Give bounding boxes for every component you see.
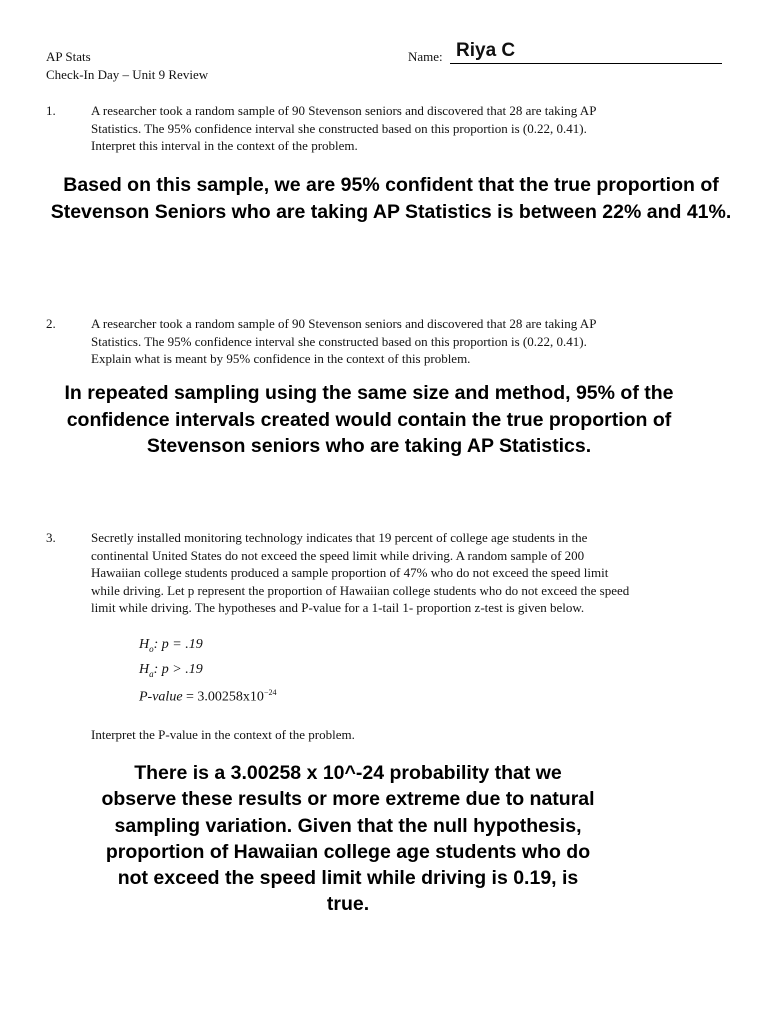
question-text [91, 529, 741, 617]
answer-line: true. [326, 893, 370, 916]
question-line: while driving. Let p represent the proportion of Hawaiian college students who do not exceed the speed [91, 582, 630, 598]
question-line: Statistics. The 95% confidence interval she constructed based on this proportion is (0.22, 0.41). [91, 120, 587, 136]
question-line: Statistics. The 95% confidence interval she constructed based on this proportion is (0.22, 0.41). [91, 333, 587, 349]
student-name: Riya C [456, 40, 516, 61]
answer-line: There is a 3.00258 x 10^-24 probability that we [134, 762, 562, 784]
name-underline [450, 63, 722, 64]
question-line: A researcher took a random sample of 90 Stevenson seniors and discovered that 28 are taking AP [91, 103, 597, 118]
question-number: 3. [46, 530, 56, 545]
null-hypothesis: $H_o$: p = .19 [139, 637, 203, 654]
question-line: continental United States do not exceed the speed limit while driving. A random sample of 200 [91, 547, 585, 563]
course-title: AP Stats [46, 49, 91, 64]
name-label: Name: [408, 49, 443, 64]
answer-line: proportion of Hawaiian college age students who do [105, 840, 591, 863]
answer-line: Based on this sample, we are 95% confident that the true proportion of [63, 174, 719, 196]
question-line: Hawaiian college students produced a sample proportion of 47% who do not exceed the speed limit [91, 565, 609, 580]
alternative-hypothesis: $H_a$: p > .19 [139, 662, 203, 679]
question-text [91, 102, 731, 155]
answer-line: confidence intervals created would contain the true proportion of [66, 408, 672, 431]
answer-line: not exceed the speed limit while driving is 0.19, is [117, 867, 579, 890]
question-prompt: Interpret the P-value in the context of the problem. [91, 727, 355, 742]
answer-line: sampling variation. Given that the null hypothesis, [114, 814, 582, 837]
answer-text [0, 760, 696, 918]
worksheet-subtitle: Check-In Day – Unit 9 Review [46, 67, 209, 82]
question-line: Secretly installed monitoring technology indicates that 19 percent of college age students in the [91, 530, 588, 545]
answer-text [0, 172, 768, 226]
question-number: 2. [46, 316, 56, 331]
question-line: limit while driving. The hypotheses and P-value for a 1-tail 1- proportion z-test is given below. [91, 600, 585, 615]
answer-line: Stevenson seniors who are taking AP Statistics. [146, 435, 592, 457]
question-line: Interpret this interval in the context of the problem. [91, 138, 358, 153]
question-line: Explain what is meant by 95% confidence in the context of this problem. [91, 351, 471, 366]
question-line: A researcher took a random sample of 90 Stevenson seniors and discovered that 28 are taking AP [91, 316, 597, 331]
p-value: P-value = $3.00258x10^{-24}$ [139, 688, 277, 705]
answer-line: In repeated sampling using the same size and method, 95% of the [64, 382, 674, 404]
answer-line: Stevenson Seniors who are taking AP Statistics is between 22% and 41%. [50, 201, 732, 223]
question-text [91, 315, 731, 368]
answer-text [0, 380, 738, 460]
question-number: 1. [46, 103, 56, 118]
answer-line: observe these results or more extreme due to natural [101, 788, 595, 811]
